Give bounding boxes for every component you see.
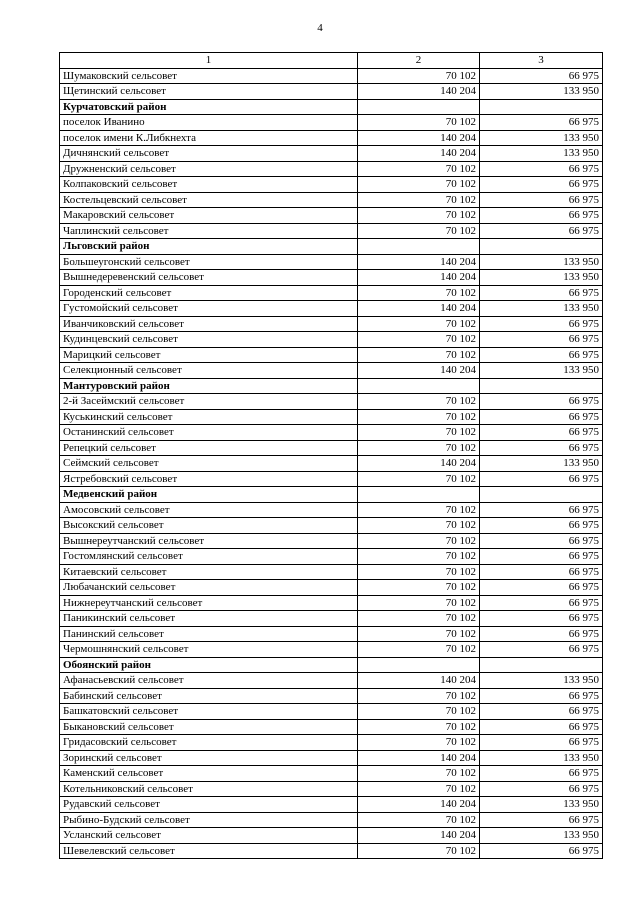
- row-value-cell-3: 66 975: [480, 409, 603, 425]
- row-value-cell-2: [358, 239, 480, 255]
- table-row: [60, 223, 603, 239]
- table-row: [60, 394, 603, 410]
- table-row: [60, 285, 603, 301]
- row-value-cell-3: 133 950: [480, 146, 603, 162]
- row-value-cell-3: 66 975: [480, 843, 603, 859]
- table-row: [60, 812, 603, 828]
- row-name-cell: Башкатовский сельсовет: [60, 704, 358, 720]
- table-row: [60, 146, 603, 162]
- row-value-cell-2: 140 204: [358, 750, 480, 766]
- header-cell-2: 2: [358, 53, 480, 69]
- row-value-cell-3: 66 975: [480, 440, 603, 456]
- row-value-cell-3: 133 950: [480, 828, 603, 844]
- row-name-cell: Щетинский сельсовет: [60, 84, 358, 100]
- row-value-cell-2: 70 102: [358, 812, 480, 828]
- row-value-cell-3: 66 975: [480, 316, 603, 332]
- row-name-cell: Репецкий сельсовет: [60, 440, 358, 456]
- row-value-cell-2: 70 102: [358, 161, 480, 177]
- row-value-cell-2: 70 102: [358, 285, 480, 301]
- row-value-cell-2: 70 102: [358, 471, 480, 487]
- row-value-cell-3: 133 950: [480, 456, 603, 472]
- row-value-cell-2: 70 102: [358, 533, 480, 549]
- row-name-cell: Рыбино-Будский сельсовет: [60, 812, 358, 828]
- allocation-table: [59, 52, 603, 859]
- row-value-cell-3: 66 975: [480, 642, 603, 658]
- row-value-cell-3: 133 950: [480, 797, 603, 813]
- district-row: [60, 487, 603, 503]
- row-name-cell: Шевелевский сельсовет: [60, 843, 358, 859]
- table-row: [60, 409, 603, 425]
- table-row: [60, 719, 603, 735]
- row-value-cell-3: 133 950: [480, 270, 603, 286]
- table-row: [60, 688, 603, 704]
- row-name-cell: Курчатовский район: [60, 99, 358, 115]
- row-name-cell: Густомойский сельсовет: [60, 301, 358, 317]
- table-row: [60, 843, 603, 859]
- row-value-cell-2: 70 102: [358, 425, 480, 441]
- row-name-cell: Вышнедеревенский сельсовет: [60, 270, 358, 286]
- table-row: [60, 626, 603, 642]
- row-value-cell-3: 66 975: [480, 471, 603, 487]
- row-name-cell: Медвенский район: [60, 487, 358, 503]
- row-value-cell-2: 70 102: [358, 766, 480, 782]
- table-row: [60, 440, 603, 456]
- table-row: [60, 735, 603, 751]
- row-value-cell-3: 66 975: [480, 719, 603, 735]
- row-name-cell: Вышнереутчанский сельсовет: [60, 533, 358, 549]
- table-row: [60, 595, 603, 611]
- header-cell-1: 1: [60, 53, 358, 69]
- table-row: [60, 316, 603, 332]
- table-row: [60, 68, 603, 84]
- row-value-cell-3: 66 975: [480, 595, 603, 611]
- row-value-cell-2: 140 204: [358, 828, 480, 844]
- row-name-cell: Любачанский сельсовет: [60, 580, 358, 596]
- row-value-cell-3: 66 975: [480, 223, 603, 239]
- table-body: [60, 53, 603, 859]
- row-value-cell-3: [480, 99, 603, 115]
- row-value-cell-2: [358, 99, 480, 115]
- row-value-cell-3: 133 950: [480, 673, 603, 689]
- row-value-cell-3: 133 950: [480, 254, 603, 270]
- row-name-cell: Быкановский сельсовет: [60, 719, 358, 735]
- row-value-cell-3: [480, 487, 603, 503]
- row-value-cell-2: 70 102: [358, 177, 480, 193]
- table-row: [60, 750, 603, 766]
- table-row: [60, 766, 603, 782]
- table-row: [60, 270, 603, 286]
- table-row: [60, 301, 603, 317]
- row-value-cell-2: 70 102: [358, 223, 480, 239]
- row-name-cell: Селекционный сельсовет: [60, 363, 358, 379]
- table-row: [60, 549, 603, 565]
- table-row: [60, 332, 603, 348]
- row-value-cell-3: 66 975: [480, 347, 603, 363]
- page-number: 4: [317, 22, 323, 34]
- row-value-cell-2: 140 204: [358, 673, 480, 689]
- row-value-cell-3: 66 975: [480, 425, 603, 441]
- row-name-cell: Большеугонский сельсовет: [60, 254, 358, 270]
- table-row: [60, 518, 603, 534]
- table-row: [60, 673, 603, 689]
- row-name-cell: Макаровский сельсовет: [60, 208, 358, 224]
- row-value-cell-2: [358, 378, 480, 394]
- row-value-cell-3: 133 950: [480, 750, 603, 766]
- table-row: [60, 161, 603, 177]
- table-row: [60, 471, 603, 487]
- row-value-cell-2: 140 204: [358, 84, 480, 100]
- row-name-cell: Афанасьевский сельсовет: [60, 673, 358, 689]
- row-value-cell-2: 70 102: [358, 332, 480, 348]
- row-value-cell-3: 66 975: [480, 549, 603, 565]
- row-name-cell: Дичнянский сельсовет: [60, 146, 358, 162]
- row-value-cell-3: 66 975: [480, 177, 603, 193]
- table-row: [60, 347, 603, 363]
- district-row: [60, 99, 603, 115]
- row-value-cell-2: 140 204: [358, 254, 480, 270]
- row-value-cell-2: 70 102: [358, 347, 480, 363]
- row-name-cell: Амосовский сельсовет: [60, 502, 358, 518]
- row-name-cell: Останинский сельсовет: [60, 425, 358, 441]
- row-value-cell-2: 70 102: [358, 735, 480, 751]
- row-value-cell-3: [480, 239, 603, 255]
- row-name-cell: Высокский сельсовет: [60, 518, 358, 534]
- row-value-cell-2: 70 102: [358, 394, 480, 410]
- row-value-cell-2: 70 102: [358, 502, 480, 518]
- row-value-cell-2: 70 102: [358, 409, 480, 425]
- table-row: [60, 502, 603, 518]
- row-name-cell: Колпаковский сельсовет: [60, 177, 358, 193]
- row-value-cell-3: 133 950: [480, 130, 603, 146]
- row-value-cell-2: 140 204: [358, 797, 480, 813]
- row-name-cell: Гридасовский сельсовет: [60, 735, 358, 751]
- row-name-cell: Куськинский сельсовет: [60, 409, 358, 425]
- row-value-cell-2: 70 102: [358, 843, 480, 859]
- row-name-cell: Чермошнянский сельсовет: [60, 642, 358, 658]
- row-name-cell: поселок имени К.Либкнехта: [60, 130, 358, 146]
- row-value-cell-2: 140 204: [358, 146, 480, 162]
- row-value-cell-3: 66 975: [480, 533, 603, 549]
- row-name-cell: Обоянский район: [60, 657, 358, 673]
- row-value-cell-3: 66 975: [480, 68, 603, 84]
- row-name-cell: Панинский сельсовет: [60, 626, 358, 642]
- row-value-cell-3: 66 975: [480, 580, 603, 596]
- row-value-cell-3: [480, 378, 603, 394]
- row-value-cell-2: [358, 657, 480, 673]
- row-name-cell: Иванчиковский сельсовет: [60, 316, 358, 332]
- row-value-cell-3: 66 975: [480, 564, 603, 580]
- row-name-cell: Бабинский сельсовет: [60, 688, 358, 704]
- row-value-cell-3: 66 975: [480, 394, 603, 410]
- row-name-cell: Рудавский сельсовет: [60, 797, 358, 813]
- row-name-cell: Дружненский сельсовет: [60, 161, 358, 177]
- row-value-cell-2: 140 204: [358, 130, 480, 146]
- row-value-cell-3: 133 950: [480, 301, 603, 317]
- row-value-cell-3: 66 975: [480, 688, 603, 704]
- row-value-cell-3: 66 975: [480, 502, 603, 518]
- row-value-cell-2: 70 102: [358, 595, 480, 611]
- row-name-cell: Чаплинский сельсовет: [60, 223, 358, 239]
- row-value-cell-3: 66 975: [480, 704, 603, 720]
- row-name-cell: Ястребовский сельсовет: [60, 471, 358, 487]
- row-name-cell: Нижнереутчанский сельсовет: [60, 595, 358, 611]
- row-value-cell-3: 66 975: [480, 611, 603, 627]
- row-name-cell: поселок Иванино: [60, 115, 358, 131]
- table-row: [60, 130, 603, 146]
- row-value-cell-2: 70 102: [358, 549, 480, 565]
- row-value-cell-3: 66 975: [480, 626, 603, 642]
- row-name-cell: Сеймский сельсовет: [60, 456, 358, 472]
- row-name-cell: Гостомлянский сельсовет: [60, 549, 358, 565]
- table-row: [60, 208, 603, 224]
- table-row: [60, 192, 603, 208]
- row-value-cell-2: 70 102: [358, 688, 480, 704]
- table-row: [60, 115, 603, 131]
- district-row: [60, 657, 603, 673]
- row-value-cell-2: 70 102: [358, 316, 480, 332]
- table-row: [60, 781, 603, 797]
- row-value-cell-3: 66 975: [480, 285, 603, 301]
- table-row: [60, 84, 603, 100]
- table-row: [60, 363, 603, 379]
- table-header-row: [60, 53, 603, 69]
- row-value-cell-2: [358, 487, 480, 503]
- row-value-cell-2: 70 102: [358, 580, 480, 596]
- row-name-cell: Паникинский сельсовет: [60, 611, 358, 627]
- table-row: [60, 797, 603, 813]
- district-row: [60, 239, 603, 255]
- row-value-cell-2: 70 102: [358, 564, 480, 580]
- row-value-cell-2: 140 204: [358, 301, 480, 317]
- table-row: [60, 828, 603, 844]
- header-cell-3: 3: [480, 53, 603, 69]
- row-value-cell-3: 66 975: [480, 781, 603, 797]
- row-value-cell-3: 133 950: [480, 363, 603, 379]
- table-row: [60, 254, 603, 270]
- row-value-cell-2: 70 102: [358, 611, 480, 627]
- row-name-cell: Кудинцевский сельсовет: [60, 332, 358, 348]
- row-value-cell-2: 70 102: [358, 781, 480, 797]
- row-value-cell-3: 66 975: [480, 812, 603, 828]
- row-value-cell-2: 70 102: [358, 208, 480, 224]
- row-name-cell: Китаевский сельсовет: [60, 564, 358, 580]
- table-row: [60, 564, 603, 580]
- row-value-cell-2: 70 102: [358, 518, 480, 534]
- table-row: [60, 456, 603, 472]
- row-value-cell-3: 133 950: [480, 84, 603, 100]
- row-value-cell-2: 140 204: [358, 270, 480, 286]
- row-value-cell-3: 66 975: [480, 518, 603, 534]
- row-name-cell: Каменский сельсовет: [60, 766, 358, 782]
- row-value-cell-2: 70 102: [358, 626, 480, 642]
- row-value-cell-2: 70 102: [358, 68, 480, 84]
- row-value-cell-2: 140 204: [358, 363, 480, 379]
- row-value-cell-2: 70 102: [358, 115, 480, 131]
- row-name-cell: Марицкий сельсовет: [60, 347, 358, 363]
- row-value-cell-3: 66 975: [480, 735, 603, 751]
- row-name-cell: Шумаковский сельсовет: [60, 68, 358, 84]
- row-value-cell-3: 66 975: [480, 208, 603, 224]
- table-row: [60, 533, 603, 549]
- row-name-cell: Котельниковский сельсовет: [60, 781, 358, 797]
- table-row: [60, 642, 603, 658]
- row-value-cell-3: [480, 657, 603, 673]
- row-name-cell: 2-й Засеймский сельсовет: [60, 394, 358, 410]
- row-value-cell-3: 66 975: [480, 115, 603, 131]
- row-value-cell-2: 70 102: [358, 642, 480, 658]
- row-value-cell-2: 70 102: [358, 192, 480, 208]
- row-name-cell: Зоринский сельсовет: [60, 750, 358, 766]
- table-row: [60, 425, 603, 441]
- table-row: [60, 580, 603, 596]
- row-value-cell-2: 140 204: [358, 456, 480, 472]
- row-name-cell: Льговский район: [60, 239, 358, 255]
- row-value-cell-2: 70 102: [358, 719, 480, 735]
- table-row: [60, 611, 603, 627]
- table-row: [60, 704, 603, 720]
- table-row: [60, 177, 603, 193]
- row-value-cell-3: 66 975: [480, 766, 603, 782]
- row-name-cell: Мантуровский район: [60, 378, 358, 394]
- row-value-cell-2: 70 102: [358, 440, 480, 456]
- row-value-cell-3: 66 975: [480, 161, 603, 177]
- row-value-cell-3: 66 975: [480, 332, 603, 348]
- row-name-cell: Городенский сельсовет: [60, 285, 358, 301]
- row-value-cell-3: 66 975: [480, 192, 603, 208]
- district-row: [60, 378, 603, 394]
- row-name-cell: Костельцевский сельсовет: [60, 192, 358, 208]
- row-name-cell: Усланский сельсовет: [60, 828, 358, 844]
- row-value-cell-2: 70 102: [358, 704, 480, 720]
